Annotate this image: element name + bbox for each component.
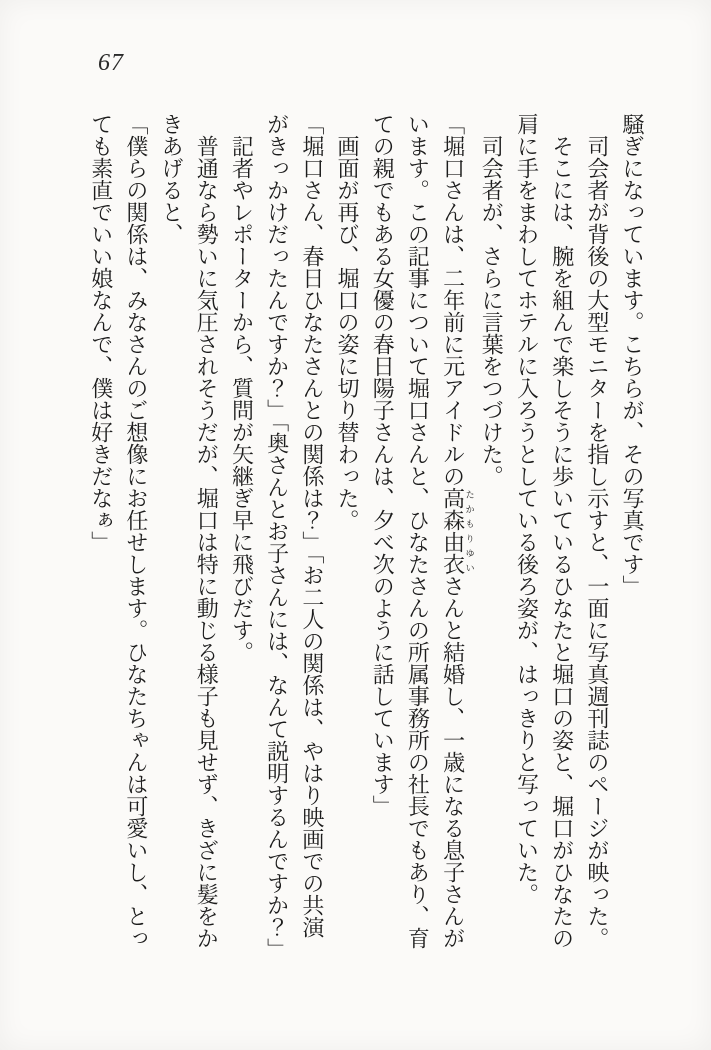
paragraph-2: 司会者が背後の大型モニターを指し示すと、一面に写真週刊誌のページが映った。 [584, 135, 610, 949]
ruby-annotated-name: 高森由衣たかもりゆい [440, 487, 475, 575]
paragraph-1: 騒ぎになっています。こちらが、その写真です」 [620, 113, 645, 597]
paragraph-8: 記者やレポーターから、質問が矢継ぎ早に飛びだす。 [229, 135, 255, 663]
paragraph-9: 普通なら勢いに気圧されそうだが、堀口は特に動じる様子も見せず、きざに髪をか きあげると、 [159, 113, 220, 949]
paragraph-7: 「堀口さん、春日ひなたさんとの関係は？」「お二人の関係は、やはり映画での共演 がきっかけだったんですか？」「奥さんとお子さんには、なんて説明するんですか？」 [264, 113, 325, 960]
page-number: 67 [98, 50, 124, 76]
paragraph-6: 画面が再び、堀口の姿に切り替わった。 [335, 135, 360, 531]
paragraph-4: 司会者が、さらに言葉をつづけた。 [479, 135, 505, 487]
paragraph-10: 「僕らの関係は、みなさんのご想像にお任せします。ひなたちゃんは可愛いし、とっ ても素直でいい娘なんで、僕は好きだなぁ」 [88, 113, 149, 949]
paragraph-5: 「堀口さんは、二年前に元アイドルの高森由衣たかもりゆいさんと結婚し、一歳になる息子さんが います。この記事について堀口さんと、ひなたさんの所属事務所の社長でもあり、育 ての親でもある女優の春日陽子さんは、夕べ次のように話しています」 [370, 113, 475, 949]
page-text [84, 113, 651, 993]
paragraph-3: そこには、腕を組んで楽しそうに歩いているひなたと堀口の姿と、堀口がひなたの 肩に手をまわしてホテルに入ろうとしている後ろ姿が、はっきりと写っていた。 [514, 113, 575, 949]
